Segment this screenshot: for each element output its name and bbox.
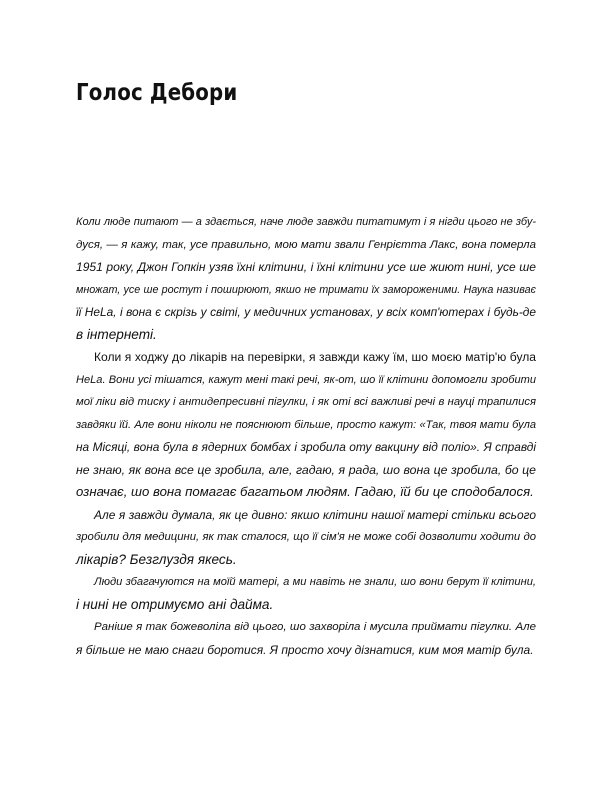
text-line: дуся, — я кажу, так, усе правильно, мою мати звали Генрієтта Лакс, вона померла: [76, 238, 536, 251]
chapter-title: Голос Дебори: [76, 80, 238, 106]
text-line: мої ліки від тиску і антидепресивні пігулки, і як оті всі важливі речі в науці трапилися: [76, 396, 536, 408]
text-line: означає, шо вона помагає багатьом людям. Гадаю, їй би це сподобалося.: [76, 484, 534, 499]
body-text: [76, 211, 536, 661]
text-line: її HeLa, і вона є скрізь у світі, у медичних установах, у всіх комп'ютерах і будь-де: [76, 305, 536, 319]
text-line: Але я завжди думала, як це дивно: якшо клітини нашої матері стільки всього: [94, 507, 536, 522]
text-line: я більше не маю снаги боротися. Я просто хочу дізнатися, ким моя матір була.: [76, 642, 534, 657]
text-line: і нині не отримуємо ані дайма.: [76, 596, 274, 612]
paragraph-4: [76, 571, 536, 616]
text-line: в інтернеті.: [76, 326, 157, 342]
text-line: Коли люде питают — а здається, наче люде завжди питатимут і я нігди цього не збу-: [76, 216, 536, 228]
text-line: 1951 року, Джон Гопкін узяв їхні клітини, і їхні клітини усе ше жиют нині, усе ше: [76, 260, 536, 274]
text-line: на Місяці, вона була в ядерних бомбах і зробила оту вакцину від поліо». Я справді: [76, 440, 536, 454]
text-line: Раніше я так божеволіла від цього, шо захворіла і мусила приймати пігулки. Але: [94, 621, 536, 633]
paragraph-5: [76, 616, 536, 661]
text-line: зробили для медицини, як так сталося, що її сім'я не може собі дозволити ходити до: [76, 531, 536, 543]
text-line: HeLa. Вони усі тішатся, кажут мені такі речі, як-от, шо її клітини допомогли зробити: [76, 373, 536, 386]
text-line: лікарів? Безглуздя якесь.: [76, 551, 237, 567]
text-line: множат, усе ше ростут і поширюют, якшо не тримати їх замороженими. Наука називає: [76, 283, 536, 296]
paragraph-2: [76, 346, 536, 504]
paragraph-1: [76, 211, 536, 346]
text-line: Люди збагачуются на моїй матері, а ми навіть не знали, шо вони берут її клітини,: [94, 576, 536, 588]
text-line: не знаю, як вона все це зробила, але, гадаю, я рада, шо вона це зробила, бо це: [76, 462, 536, 477]
paragraph-3: [76, 504, 536, 572]
text-line: завдяки їй. Але вони ніколи не пояснюют більше, просто кажут: «Так, твоя мати була: [76, 418, 536, 431]
text-line: Коли я ходжу до лікарів на перевірки, я завжди кажу їм, шо моєю матір'ю була: [94, 350, 536, 364]
